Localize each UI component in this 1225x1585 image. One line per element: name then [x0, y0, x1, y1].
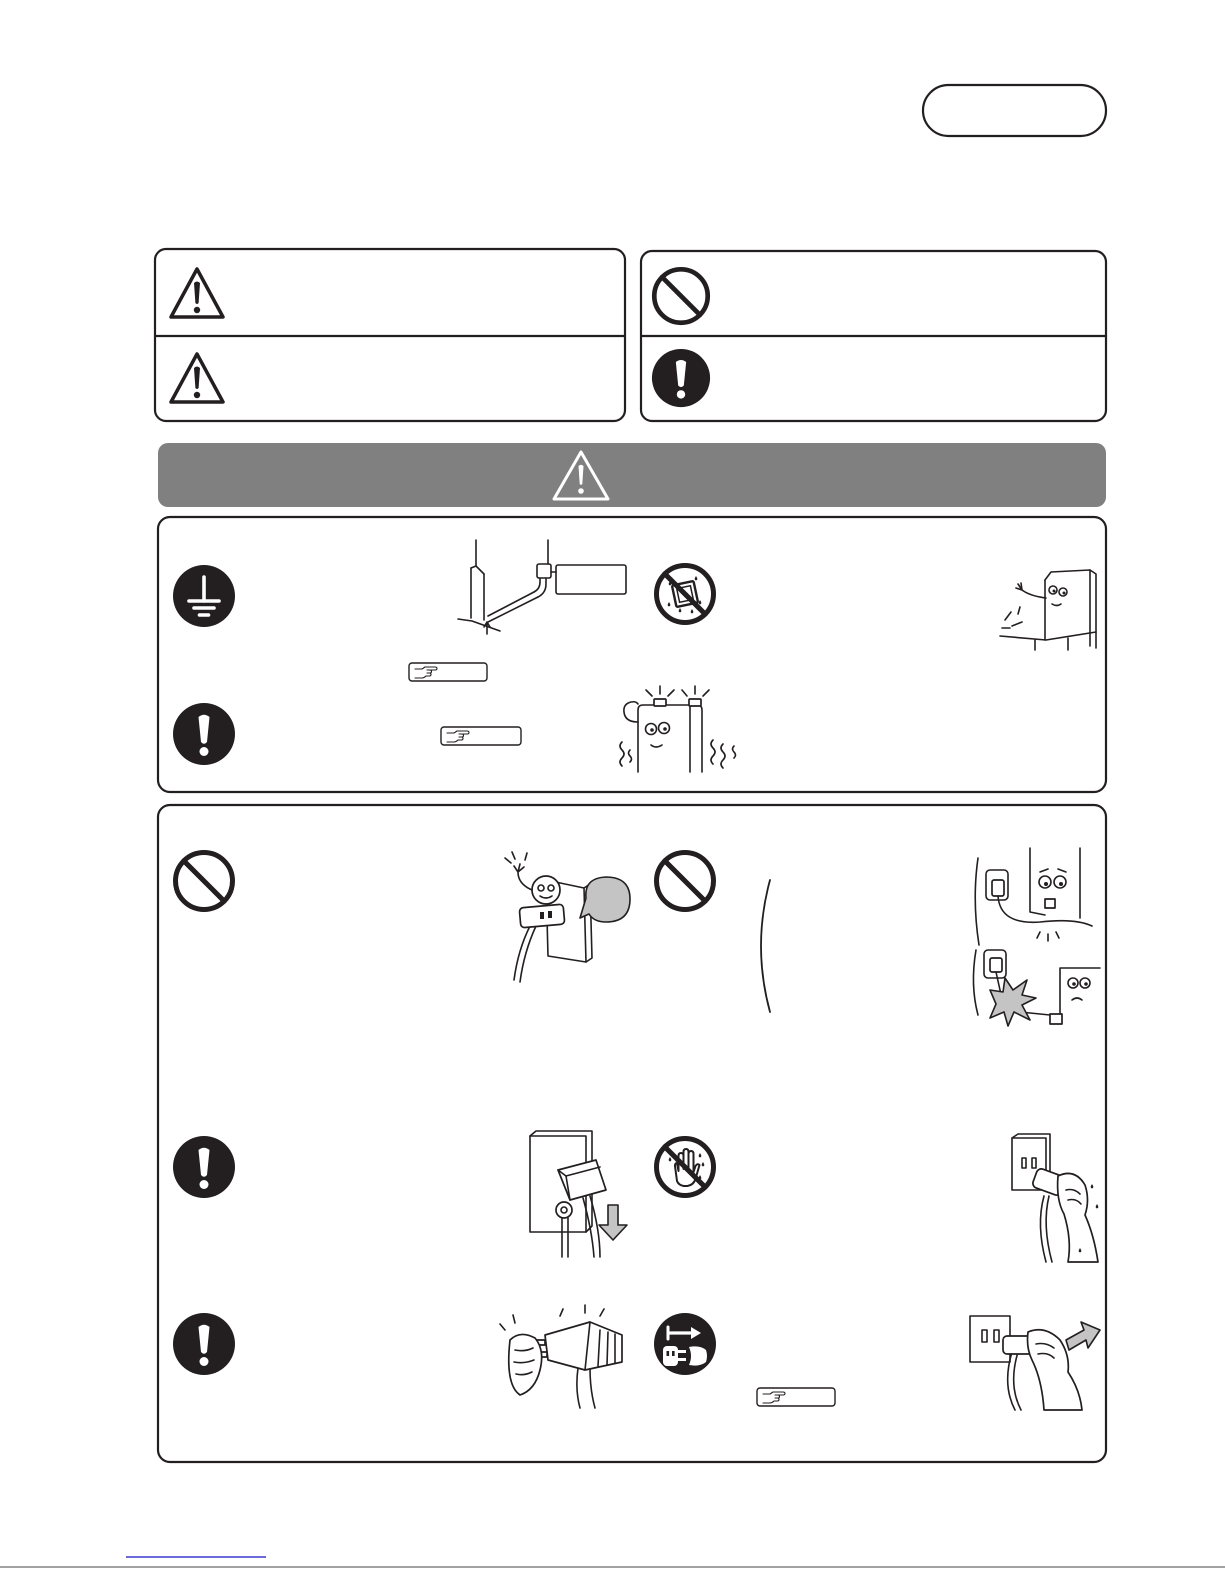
prohibition-icon	[657, 853, 714, 910]
water-splash-illustration	[1000, 570, 1096, 650]
mandatory-action-icon	[173, 1136, 235, 1198]
reference-mark	[441, 727, 521, 745]
pointing-hand-icon	[763, 1392, 785, 1403]
pointing-hand-icon	[415, 667, 437, 678]
label-box	[556, 565, 626, 594]
warning-triangle-icon	[171, 269, 223, 317]
unplug-icon	[654, 1313, 716, 1375]
plug-character-illustration	[505, 852, 630, 982]
impact-burst	[990, 978, 1036, 1026]
reference-mark	[409, 663, 487, 681]
fridge-character-illustration	[620, 686, 736, 772]
warning-banner	[158, 443, 1106, 507]
ground-wire-illustration	[458, 540, 626, 634]
signal-word-legend	[155, 249, 625, 421]
mandatory-action-icon	[652, 349, 710, 407]
ground-icon	[173, 565, 235, 627]
down-arrow	[599, 1205, 627, 1240]
section-1-frame	[158, 517, 1106, 792]
wet-hand-plug-illustration	[1012, 1134, 1098, 1262]
pointing-hand-icon	[447, 731, 469, 742]
no-water-icon	[657, 566, 714, 623]
caution-triangle-icon	[171, 354, 223, 402]
section-2-frame	[158, 805, 1106, 1462]
mandatory-action-icon	[173, 703, 235, 765]
plug-insertion-illustration	[530, 1131, 627, 1257]
no-wet-hands-icon	[657, 1139, 714, 1196]
symbol-legend	[641, 251, 1106, 421]
cord-damage-illustration	[973, 848, 1100, 1026]
pull-arrow	[1066, 1322, 1100, 1350]
wipe-plug-illustration	[500, 1305, 622, 1408]
unplug-plug-illustration	[970, 1316, 1100, 1410]
speech-bubble	[580, 877, 630, 922]
reference-mark	[757, 1388, 835, 1406]
prohibition-icon	[654, 269, 707, 322]
mandatory-action-icon	[173, 1313, 235, 1375]
chapter-tab	[923, 85, 1106, 136]
prohibition-icon	[176, 853, 233, 910]
bracket	[761, 880, 770, 1012]
